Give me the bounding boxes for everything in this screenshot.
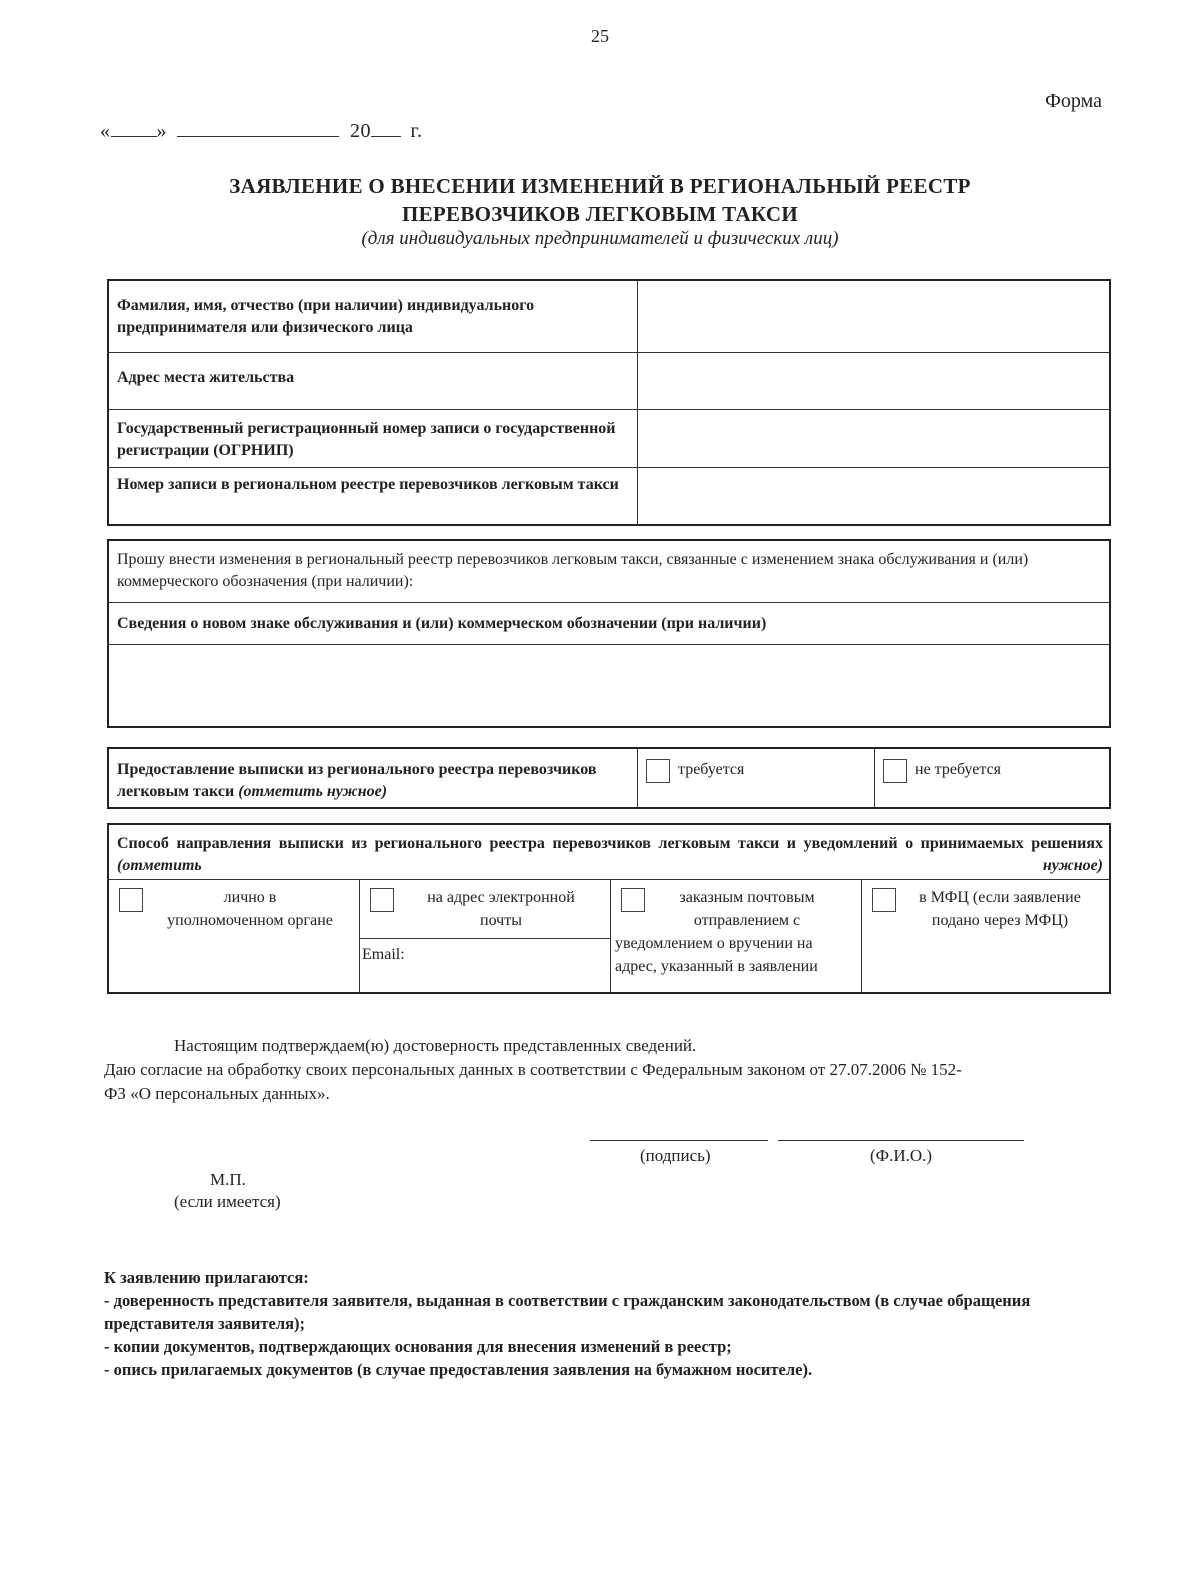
title-line-1: ЗАЯВЛЕНИЕ О ВНЕСЕНИИ ИЗМЕНЕНИЙ В РЕГИОНАЛЬНЫЙ РЕЕСТР (229, 174, 971, 198)
name-caption: (Ф.И.О.) (870, 1146, 933, 1165)
request-text: Прошу внести изменения в региональный реестр перевозчиков легковым такси, связанные с изменением знака обслуживания и (или) коммерческого обозначения (при наличии): (109, 541, 1110, 603)
table-row (109, 541, 1110, 603)
document-subtitle: (для индивидуальных предпринимателей и физических лиц) (361, 228, 839, 249)
personal-checkbox[interactable] (119, 888, 143, 912)
attachments-title: К заявлению прилагаются: (104, 1268, 309, 1287)
attachment-item: - копии документов, подтверждающих основания для внесения изменений в реестр; (104, 1337, 732, 1356)
date-line (100, 118, 422, 143)
year-blank[interactable] (371, 118, 401, 137)
year-prefix: 20 (350, 120, 371, 142)
personal-label-line: лично в (223, 889, 277, 906)
table-row (109, 468, 1110, 525)
applicant-table (108, 280, 1110, 525)
table-row (109, 880, 1110, 993)
email-checkbox[interactable] (370, 888, 394, 912)
day-blank[interactable] (111, 118, 157, 137)
mfc-label-line: в МФЦ (если заявление (919, 889, 1081, 906)
extract-label: Предоставление выписки из регионального реестра перевозчиков легковым такси (117, 761, 597, 800)
registry-number-field[interactable] (638, 468, 1110, 525)
mail-checkbox[interactable] (621, 888, 645, 912)
attachment-item: - опись прилагаемых документов (в случае предоставления заявления на бумажном носителе). (104, 1360, 813, 1379)
page-number: 25 (591, 26, 609, 46)
fio-field[interactable] (638, 281, 1110, 353)
required-checkbox[interactable] (646, 759, 670, 783)
confirmation-text (104, 1034, 1114, 1106)
ogrnip-label: Государственный регистрационный номер записи о государственной регистрации (ОГРНИП) (109, 410, 638, 468)
title-line-2: ПЕРЕВОЗЧИКОВ ЛЕГКОВЫМ ТАКСИ (401, 202, 799, 226)
table-row (109, 645, 1110, 727)
delivery-table (108, 824, 1110, 993)
delivery-option-email (360, 880, 611, 993)
date-open-quote: « (100, 120, 111, 142)
stamp-note: (если имеется) (174, 1192, 281, 1211)
address-label: Адрес места жительства (109, 353, 638, 410)
mail-label-top (645, 886, 849, 932)
consent-line: ФЗ «О персональных данных». (104, 1084, 330, 1103)
mail-label-line: уведомлением о вручении на (615, 935, 813, 952)
table-row (109, 825, 1110, 880)
table-row (109, 353, 1110, 410)
delivery-header: Способ направления выписки из регионального реестра перевозчиков легковым такси и уведомлений о принимаемых решениях (117, 835, 1103, 852)
confirmation-line: Настоящим подтверждаем(ю) достоверность представленных сведений. (174, 1036, 697, 1055)
delivery-header-cell (109, 825, 1110, 880)
consent-line: Даю согласие на обработку своих персональных данных в соответствии с Федеральным законом от 27.07.2006 № 152- (104, 1060, 962, 1079)
new-mark-label: Сведения о новом знаке обслуживания и (или) коммерческом обозначении (при наличии) (109, 603, 1110, 645)
email-label-line: почты (480, 912, 522, 929)
attachment-item: - доверенность представителя заявителя, выданная в соответствии с гражданским законодательством (в случае обращения представителя заявителя); (104, 1291, 1031, 1333)
extract-not-required-cell (875, 749, 1110, 808)
address-field[interactable] (638, 353, 1110, 410)
delivery-option-mfc (862, 880, 1110, 993)
ogrnip-field[interactable] (638, 410, 1110, 468)
date-close-quote: » (156, 120, 167, 142)
attachments-section (104, 1266, 1114, 1381)
extract-label-note: (отметить нужное) (238, 783, 388, 800)
email-field-label: Email: (362, 946, 405, 963)
signature-line[interactable] (590, 1140, 768, 1141)
document-title (0, 172, 1200, 228)
request-table (108, 540, 1110, 727)
extract-label-cell (109, 749, 638, 808)
table-row (109, 603, 1110, 645)
extract-table (108, 748, 1110, 808)
mfc-label-line: подано через МФЦ) (931, 912, 1069, 929)
required-label: требуется (678, 761, 745, 778)
mfc-label (896, 886, 1104, 932)
table-row (109, 281, 1110, 353)
not-required-label: не требуется (915, 761, 1002, 778)
signature-caption: (подпись) (640, 1146, 711, 1165)
stamp-label: М.П. (210, 1170, 246, 1189)
mail-label-bottom (615, 932, 818, 978)
mail-label-line: отправлением с (693, 912, 801, 929)
fio-label: Фамилия, имя, отчество (при наличии) индивидуального предпринимателя или физического лица (109, 281, 638, 353)
delivery-option-mail (611, 880, 862, 993)
table-row (109, 749, 1110, 808)
year-suffix: г. (410, 120, 423, 142)
extract-required-cell (638, 749, 875, 808)
mail-label-line: заказным почтовым (679, 889, 815, 906)
new-mark-field[interactable] (109, 645, 1110, 727)
delivery-option-personal (109, 880, 360, 993)
name-line[interactable] (778, 1140, 1024, 1141)
email-option-label (394, 886, 608, 932)
table-row (109, 410, 1110, 468)
personal-label (143, 886, 357, 932)
month-blank[interactable] (177, 118, 339, 137)
delivery-header-note: (отметить нужное) (117, 857, 1103, 874)
not-required-checkbox[interactable] (883, 759, 907, 783)
mfc-checkbox[interactable] (872, 888, 896, 912)
email-label-line: на адрес электронной (427, 889, 575, 906)
personal-label-line: уполномоченном органе (167, 912, 333, 929)
email-input[interactable] (420, 942, 606, 968)
registry-number-label: Номер записи в региональном реестре перевозчиков легковым такси (109, 468, 638, 525)
mail-label-line: адрес, указанный в заявлении (615, 958, 818, 975)
form-label: Форма (1045, 90, 1102, 112)
